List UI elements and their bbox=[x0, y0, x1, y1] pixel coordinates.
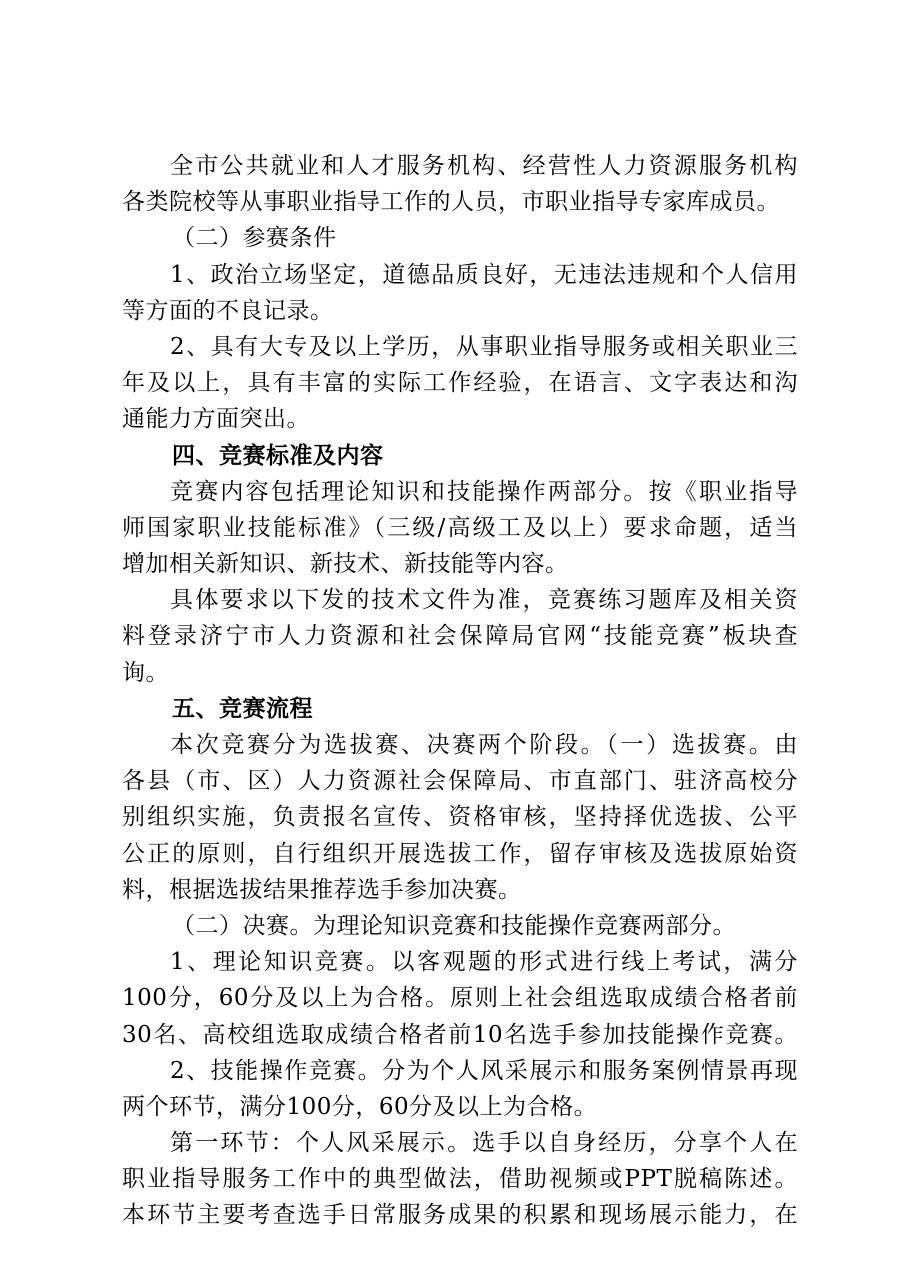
document-body bbox=[122, 148, 798, 1234]
paragraph-line: 1、理论知识竞赛。以客观题的形式进行线上考试，满分 bbox=[170, 949, 798, 976]
paragraph-line: 本环节主要考查选手日常服务成果的积累和现场展示能力，在 bbox=[122, 1202, 798, 1229]
paragraph-line: 各类院校等从事职业指导工作的人员，市职业指导专家库成员。 bbox=[122, 189, 780, 216]
section-heading: 四、竞赛标准及内容 bbox=[172, 442, 384, 469]
paragraph-line: 具体要求以下发的技术文件为准，竞赛练习题库及相关资 bbox=[170, 587, 798, 614]
paragraph-line: 职业指导服务工作中的典型做法，借助视频或PPT脱稿陈述。 bbox=[122, 1166, 798, 1193]
subsection-heading: （二）参赛条件 bbox=[172, 225, 337, 252]
paragraph-line: 各县（市、区）人力资源社会保障局、市直部门、驻济高校分 bbox=[122, 768, 798, 795]
paragraph-line: 2、具有大专及以上学历，从事职业指导服务或相关职业三 bbox=[170, 333, 798, 360]
paragraph-line: 询。 bbox=[122, 659, 169, 686]
paragraph-line: 年及以上，具有丰富的实际工作经验，在语言、文字表达和沟 bbox=[122, 370, 798, 397]
paragraph-line: 通能力方面突出。 bbox=[122, 406, 310, 433]
paragraph-line: 别组织实施，负责报名宣传、资格审核，坚持择优选拔、公平 bbox=[122, 804, 798, 831]
paragraph-line: 100分，60分及以上为合格。原则上社会组选取成绩合格者前 bbox=[122, 985, 798, 1012]
paragraph-line: 料，根据选拔结果推荐选手参加决赛。 bbox=[122, 876, 522, 903]
paragraph-line: 全市公共就业和人才服务机构、经营性人力资源服务机构 bbox=[170, 153, 798, 179]
paragraph-line: 第一环节：个人风采展示。选手以自身经历，分享个人在 bbox=[170, 1130, 798, 1157]
paragraph-line: 师国家职业技能标准》（三级/高级工及以上）要求命题，适当 bbox=[122, 514, 798, 541]
paragraph-line: 等方面的不良记录。 bbox=[122, 297, 334, 324]
paragraph-line: 本次竞赛分为选拔赛、决赛两个阶段。（一）选拔赛。由 bbox=[170, 732, 798, 758]
paragraph-line: 料登录济宁市人力资源和社会保障局官网“技能竞赛”板块查 bbox=[122, 623, 798, 650]
paragraph-line: 两个环节，满分100分，60分及以上为合格。 bbox=[122, 1093, 598, 1120]
paragraph-line: 1、政治立场坚定，道德品质良好，无违法违规和个人信用 bbox=[170, 261, 798, 288]
section-heading: 五、竞赛流程 bbox=[172, 695, 313, 722]
paragraph-line: （二）决赛。为理论知识竞赛和技能操作竞赛两部分。 bbox=[172, 912, 736, 939]
paragraph-line: 公正的原则，自行组织开展选拔工作，留存审核及选拔原始资 bbox=[122, 840, 798, 867]
paragraph-line: 竞赛内容包括理论知识和技能操作两部分。按《职业指导 bbox=[170, 478, 798, 505]
paragraph-line: 增加相关新知识、新技术、新技能等内容。 bbox=[122, 551, 569, 578]
paragraph-line: 2、技能操作竞赛。分为个人风采展示和服务案例情景再现 bbox=[170, 1057, 798, 1084]
paragraph-line: 30名、高校组选取成绩合格者前10名选手参加技能操作竞赛。 bbox=[122, 1021, 798, 1048]
